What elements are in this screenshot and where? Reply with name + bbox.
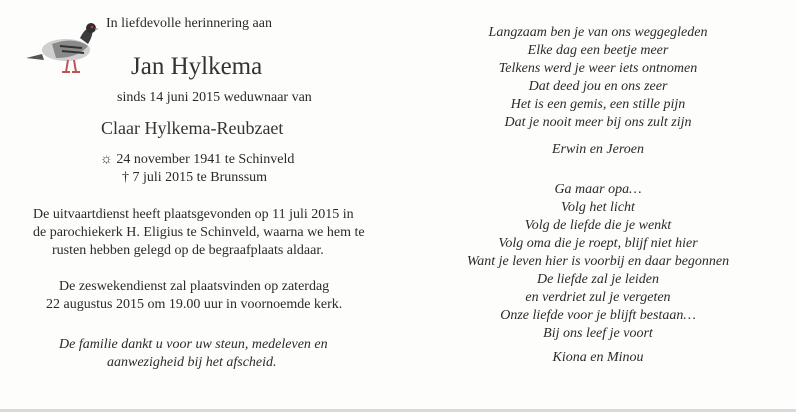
funeral-line-1: De uitvaartdienst heeft plaatsgevonden op 11 juli 2015 in xyxy=(33,207,354,222)
signature-2: Kiona en Minou xyxy=(552,350,644,365)
poem2-line: Volg het licht xyxy=(561,200,635,215)
poem1-line: Telkens werd je weer iets ontnomen xyxy=(498,61,698,76)
poem1-line: Dat je nooit meer bij ons zult zijn xyxy=(504,115,692,130)
right-panel xyxy=(400,0,796,412)
thanks-line-2: aanwezigheid bij het afscheid. xyxy=(107,355,277,370)
since-line: sinds 14 juni 2015 weduwnaar van xyxy=(117,90,312,105)
poem2-line: Volg de liefde die je wenkt xyxy=(524,218,672,233)
poem1-line: Dat deed jou en ons zeer xyxy=(528,79,668,94)
poem2-line: en verdriet zul je vergeten xyxy=(525,290,671,305)
poem2-line: De liefde zal je leiden xyxy=(536,272,660,287)
poem2-line: Want je leven hier is voorbij en daar begonnen xyxy=(466,254,730,269)
poem2-line: Onze liefde voor je blijft bestaan… xyxy=(500,308,696,323)
funeral-line-3: rusten hebben gelegd op de begraafplaats aldaar. xyxy=(52,243,324,258)
birth-line: ☼ 24 november 1941 te Schinveld xyxy=(100,152,295,167)
poem2-line: Ga maar opa… xyxy=(554,182,642,197)
thanks-line-1: De familie dankt u voor uw steun, medeleven en xyxy=(59,337,328,352)
pigeon-icon xyxy=(22,14,98,78)
signature-1: Erwin en Jeroen xyxy=(551,142,644,157)
service-line-1: De zeswekendienst zal plaatsvinden op zaterdag xyxy=(59,279,330,294)
poem1-line: Het is een gemis, een stille pijn xyxy=(510,97,686,112)
poem2-line: Bij ons leef je voort xyxy=(543,326,653,341)
deceased-name: Jan Hylkema xyxy=(131,53,263,80)
poem1-line: Elke dag een beetje meer xyxy=(527,43,669,58)
poem2-line: Volg oma die je roept, blijf niet hier xyxy=(498,236,698,251)
death-line: † 7 juli 2015 te Brunssum xyxy=(122,170,268,185)
funeral-line-2: de parochiekerk H. Eligius te Schinveld, waarna we hem te xyxy=(33,225,365,240)
header-text: In liefdevolle herinnering aan xyxy=(106,16,272,31)
spouse-name: Claar Hylkema-Reubzaet xyxy=(101,118,284,138)
service-line-2: 22 augustus 2015 om 19.00 uur in voornoemde kerk. xyxy=(46,297,343,312)
poem1-line: Langzaam ben je van ons weggegleden xyxy=(488,25,708,40)
